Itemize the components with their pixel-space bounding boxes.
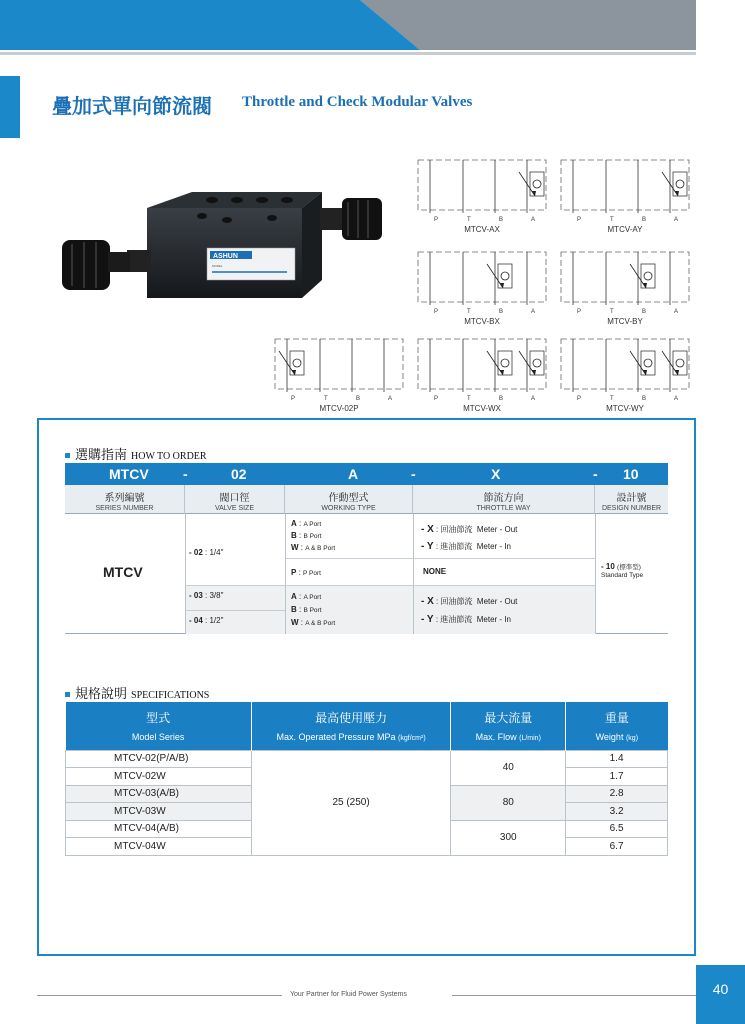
code-size: 02 bbox=[231, 466, 247, 482]
valve-product-image bbox=[52, 170, 392, 310]
port-label: A bbox=[531, 217, 536, 223]
hydraulic-symbol-icon bbox=[274, 337, 404, 399]
symbol-label: MTCV-BX bbox=[464, 317, 500, 326]
port-label: T bbox=[324, 396, 328, 402]
header-series: 系列編號 SERIES NUMBER bbox=[65, 485, 185, 514]
code-dash: - bbox=[593, 466, 598, 482]
order-code-row bbox=[65, 463, 668, 485]
throttle-x: - X : 回油節流 Meter - Out bbox=[421, 524, 518, 535]
table-row: MTCV-03W 3.2 bbox=[66, 803, 668, 821]
symbol-label: MTCV-AY bbox=[607, 225, 643, 234]
page-title-cn: 疊加式單向節流閥 bbox=[52, 94, 212, 118]
port-label: P bbox=[577, 309, 582, 315]
brand-logo: ASHUN bbox=[213, 253, 238, 260]
series-value: MTCV bbox=[103, 564, 143, 580]
symbol-mtcv-02p bbox=[274, 337, 404, 413]
port-label: B bbox=[499, 309, 504, 315]
symbol-mtcv-by bbox=[560, 250, 690, 326]
working-w-2: W : A & B Port bbox=[291, 618, 336, 627]
table-row: MTCV-03(A/B) 80 2.8 bbox=[66, 785, 668, 803]
port-label: T bbox=[610, 396, 614, 402]
spec-table bbox=[65, 702, 668, 856]
pressure-value: 25 (250) bbox=[251, 750, 451, 855]
order-title-en: HOW TO ORDER bbox=[131, 451, 207, 462]
order-section-title bbox=[65, 444, 207, 463]
spec-header-flow: 最大流量 Max. Flow (L/min) bbox=[451, 702, 566, 750]
footer-line-right bbox=[452, 995, 696, 996]
plate-label: MODEL bbox=[212, 264, 223, 268]
size-04: - 04 : 1/2" bbox=[189, 616, 224, 625]
code-throttle: X bbox=[491, 466, 501, 482]
code-dash: - bbox=[411, 466, 416, 482]
port-label: A bbox=[531, 309, 536, 315]
size-03: - 03 : 3/8" bbox=[189, 591, 224, 600]
code-working: A bbox=[348, 466, 359, 482]
port-label: P bbox=[434, 217, 439, 223]
port-label: A bbox=[531, 396, 536, 402]
port-label: P bbox=[434, 396, 439, 402]
port-label: A bbox=[674, 217, 679, 223]
hydraulic-symbol-icon bbox=[417, 337, 547, 399]
header-divider bbox=[0, 52, 696, 55]
bullet-square-icon bbox=[65, 453, 70, 458]
spec-title-cn: 規格說明 bbox=[75, 687, 128, 702]
page-number: 40 bbox=[696, 965, 745, 1024]
throttle-y: - Y : 進油節流 Meter - In bbox=[421, 541, 511, 552]
symbol-mtcv-bx bbox=[417, 250, 547, 326]
working-b: B : B Port bbox=[291, 531, 322, 540]
hydraulic-symbol-icon bbox=[560, 250, 690, 312]
symbol-mtcv-wx bbox=[417, 337, 547, 413]
working-a-2: A : A Port bbox=[291, 592, 322, 601]
size-02: - 02 : 1/4" bbox=[189, 548, 224, 557]
symbol-label: MTCV-WX bbox=[463, 404, 501, 413]
hydraulic-symbol-icon bbox=[560, 337, 690, 399]
port-label: P bbox=[291, 396, 296, 402]
header-design: 設計號 DESIGN NUMBER bbox=[601, 493, 662, 512]
port-label: T bbox=[467, 309, 471, 315]
port-label: P bbox=[577, 396, 582, 402]
design-value: - 10 (標準型) bbox=[601, 562, 641, 571]
flow-value: 80 bbox=[451, 785, 566, 820]
working-w: W : A & B Port bbox=[291, 543, 336, 552]
spec-title-en: SPECIFICATIONS bbox=[131, 690, 210, 701]
port-label: T bbox=[610, 309, 614, 315]
hydraulic-symbol-icon bbox=[417, 250, 547, 312]
port-label: T bbox=[467, 217, 471, 223]
spec-section-title bbox=[65, 683, 209, 702]
port-label: A bbox=[674, 309, 679, 315]
flow-value: 40 bbox=[451, 750, 566, 785]
hydraulic-symbol-icon bbox=[560, 158, 690, 220]
port-label: T bbox=[467, 396, 471, 402]
throttle-none: NONE bbox=[423, 567, 447, 576]
port-label: B bbox=[499, 217, 504, 223]
symbol-label: MTCV-BY bbox=[607, 317, 643, 326]
order-body bbox=[65, 514, 668, 634]
port-label: A bbox=[674, 396, 679, 402]
side-tab bbox=[0, 76, 20, 138]
symbol-label: MTCV-WY bbox=[606, 404, 644, 413]
throttle-x-2: - X : 回油節流 Meter - Out bbox=[421, 596, 518, 607]
port-label: B bbox=[642, 217, 647, 223]
port-label: P bbox=[577, 217, 582, 223]
port-label: A bbox=[388, 396, 393, 402]
code-dash: - bbox=[183, 466, 188, 482]
spec-header-pressure: 最高使用壓力 Max. Operated Pressure MPa (kgf/cm²) bbox=[251, 702, 451, 750]
header-working: 作動型式 WORKING TYPE bbox=[285, 485, 413, 514]
symbol-label: MTCV-02P bbox=[319, 404, 359, 413]
working-a: A : A Port bbox=[291, 519, 322, 528]
footer-line-left bbox=[37, 995, 282, 996]
table-row: MTCV-02(P/A/B) 25 (250) 40 1.4 bbox=[66, 750, 668, 768]
table-row: MTCV-02W 1.7 bbox=[66, 768, 668, 786]
spec-header-model: 型式 Model Series bbox=[66, 702, 252, 750]
port-label: P bbox=[434, 309, 439, 315]
flow-value: 300 bbox=[451, 820, 566, 855]
code-series: MTCV bbox=[109, 466, 149, 482]
symbol-mtcv-ax bbox=[417, 158, 547, 234]
working-b-2: B : B Port bbox=[291, 605, 322, 614]
table-row: MTCV-04W 6.7 bbox=[66, 838, 668, 856]
working-p: P : P Port bbox=[291, 568, 321, 577]
symbol-mtcv-ay bbox=[560, 158, 690, 234]
header-throttle: 節流方向 THROTTLE WAY bbox=[413, 485, 595, 514]
header-banner-blue bbox=[0, 0, 420, 50]
spec-header-weight: 重量 Weight (kg) bbox=[566, 702, 668, 750]
symbol-mtcv-wy bbox=[560, 337, 690, 413]
page-title-en: Throttle and Check Modular Valves bbox=[242, 94, 473, 110]
port-label: T bbox=[610, 217, 614, 223]
bullet-square-icon bbox=[65, 692, 70, 697]
throttle-y-2: - Y : 進油節流 Meter - In bbox=[421, 614, 511, 625]
port-label: B bbox=[356, 396, 361, 402]
port-label: B bbox=[499, 396, 504, 402]
order-title-cn: 選購指南 bbox=[75, 448, 128, 463]
order-header-row bbox=[65, 485, 668, 514]
header-size: 閥口徑 VALVE SIZE bbox=[185, 485, 285, 514]
table-row: MTCV-04(A/B) 300 6.5 bbox=[66, 820, 668, 838]
footer-slogan: Your Partner for Fluid Power Systems bbox=[290, 991, 407, 998]
port-label: B bbox=[642, 309, 647, 315]
hydraulic-symbol-icon bbox=[417, 158, 547, 220]
design-en: Standard Type bbox=[601, 572, 644, 579]
port-label: B bbox=[642, 396, 647, 402]
symbol-label: MTCV-AX bbox=[464, 225, 500, 234]
code-design: 10 bbox=[623, 466, 639, 482]
